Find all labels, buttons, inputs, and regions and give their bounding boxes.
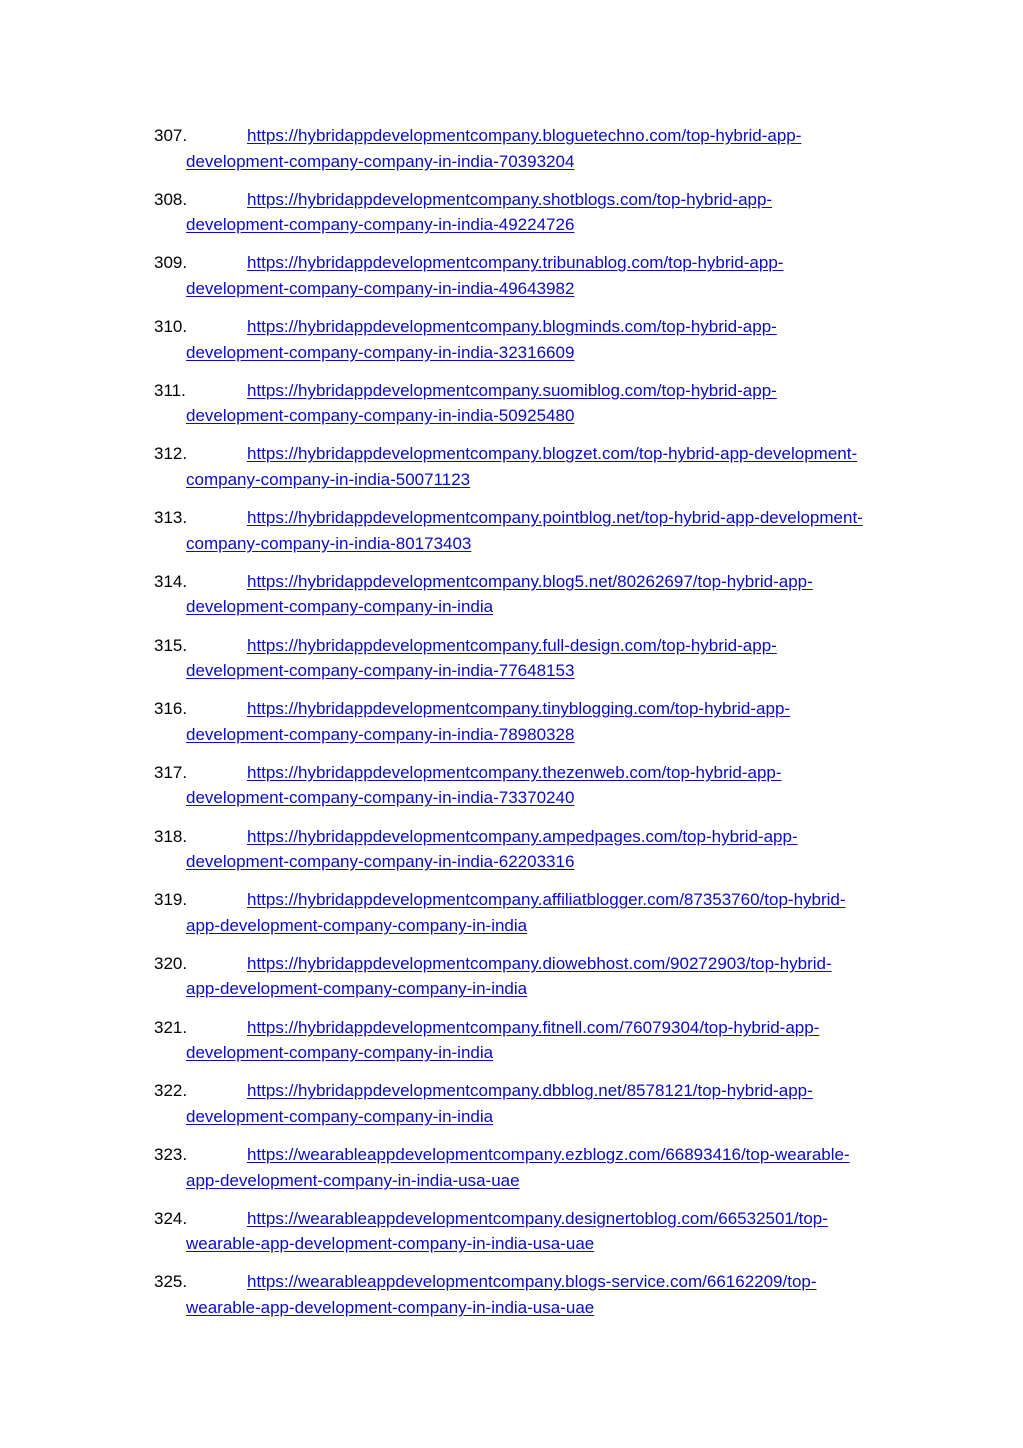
list-item (154, 1015, 914, 1079)
item-number: 319. (154, 890, 188, 910)
url-link[interactable] (186, 760, 914, 811)
list-item (154, 696, 914, 760)
list-item (154, 569, 914, 633)
item-number: 307. (154, 126, 188, 145)
url-link-line-1[interactable]: https://hybridappdevelopmentcompany.blog5.net/80262697/top-hybrid-app- (247, 571, 813, 591)
url-link-line-2[interactable]: development-company-company-in-india-77648153 (186, 661, 575, 680)
item-number: 314. (154, 571, 188, 591)
url-link-line-2[interactable]: wearable-app-development-company-in-india-usa-uae (186, 1297, 595, 1317)
list-item (154, 250, 914, 314)
item-number: 309. (154, 253, 188, 273)
url-link-line-1[interactable]: https://hybridappdevelopmentcompany.dbblog.net/8578121/top-hybrid-app- (247, 1081, 813, 1101)
item-number: 324. (154, 1208, 188, 1228)
url-link[interactable] (186, 314, 914, 365)
url-link-line-2[interactable]: development-company-company-in-india-49643982 (186, 278, 575, 298)
url-link-line-2[interactable]: development-company-company-in-india-62203316 (186, 852, 575, 872)
url-link[interactable] (186, 824, 914, 875)
item-number: 313. (154, 508, 188, 528)
url-link-line-1[interactable]: https://hybridappdevelopmentcompany.ampedpages.com/top-hybrid-app- (247, 826, 798, 846)
url-link-line-1[interactable]: https://hybridappdevelopmentcompany.bloguetechno.com/top-hybrid-app- (247, 126, 802, 145)
url-link-line-1[interactable]: https://hybridappdevelopmentcompany.blogzet.com/top-hybrid-app-development- (247, 444, 858, 464)
list-item (154, 951, 914, 1015)
url-link[interactable] (186, 1078, 914, 1129)
item-number: 316. (154, 699, 188, 719)
url-link[interactable] (186, 696, 914, 747)
url-link-line-2[interactable]: company-company-in-india-50071123 (186, 469, 471, 489)
url-link-line-1[interactable]: https://hybridappdevelopmentcompany.diowebhost.com/90272903/top-hybrid- (247, 953, 832, 973)
url-link-line-2[interactable]: development-company-company-in-india (186, 597, 494, 617)
item-number: 317. (154, 762, 188, 782)
list-item (154, 1269, 914, 1333)
list-item (154, 378, 914, 442)
url-link-line-1[interactable]: https://hybridappdevelopmentcompany.blogminds.com/top-hybrid-app- (247, 317, 777, 337)
url-link-line-1[interactable]: https://hybridappdevelopmentcompany.fitnell.com/76079304/top-hybrid-app- (247, 1017, 820, 1037)
url-link-line-1[interactable]: https://hybridappdevelopmentcompany.suomiblog.com/top-hybrid-app- (247, 380, 777, 400)
item-number: 321. (154, 1017, 188, 1037)
list-item (154, 187, 914, 251)
url-link[interactable] (186, 250, 914, 301)
url-link-line-2[interactable]: development-company-company-in-india-70393204 (186, 151, 575, 171)
url-link-line-2[interactable]: development-company-company-in-india-73370240 (186, 788, 575, 808)
item-number: 318. (154, 826, 188, 846)
item-number: 312. (154, 444, 188, 464)
url-link-line-2[interactable]: wearable-app-development-company-in-india-usa-uae (186, 1234, 595, 1254)
url-link[interactable] (186, 951, 914, 1002)
url-link[interactable] (186, 633, 914, 684)
item-number: 310. (154, 317, 188, 337)
url-link-line-1[interactable]: https://hybridappdevelopmentcompany.pointblog.net/top-hybrid-app-development- (247, 508, 863, 528)
list-item (154, 1078, 914, 1142)
list-item (154, 123, 914, 187)
item-number: 322. (154, 1081, 188, 1101)
link-list (154, 123, 914, 1333)
list-item (154, 824, 914, 888)
item-number: 323. (154, 1145, 188, 1164)
url-link-line-1[interactable]: https://hybridappdevelopmentcompany.affiliatblogger.com/87353760/top-hybrid- (247, 890, 846, 910)
url-link-line-2[interactable]: development-company-company-in-india-49224726 (186, 215, 575, 235)
url-link-line-1[interactable]: https://hybridappdevelopmentcompany.tinyblogging.com/top-hybrid-app- (247, 699, 791, 719)
url-link-line-2[interactable]: company-company-in-india-80173403 (186, 533, 472, 553)
url-link[interactable] (186, 1015, 914, 1066)
url-link-line-2[interactable]: development-company-company-in-india (186, 1106, 494, 1126)
url-link[interactable] (186, 378, 914, 429)
list-item (154, 1206, 914, 1270)
list-item (154, 760, 914, 824)
url-link[interactable] (186, 505, 914, 556)
item-number: 315. (154, 635, 188, 655)
list-item (154, 1142, 914, 1206)
item-number: 325. (154, 1272, 188, 1292)
url-link-line-2[interactable]: development-company-company-in-india (186, 1043, 494, 1063)
url-link[interactable] (186, 123, 914, 174)
url-link-line-2[interactable]: development-company-company-in-india-50925480 (186, 406, 575, 426)
url-link-line-1[interactable]: https://hybridappdevelopmentcompany.thezenweb.com/top-hybrid-app- (247, 762, 782, 782)
url-link[interactable] (186, 569, 914, 620)
list-item (154, 887, 914, 951)
url-link-line-1[interactable]: https://wearableappdevelopmentcompany.designertoblog.com/66532501/top- (247, 1208, 828, 1228)
url-link-line-2[interactable]: app-development-company-company-in-india (186, 979, 528, 999)
url-link-line-2[interactable]: app-development-company-company-in-india (186, 915, 528, 935)
url-link-line-1[interactable]: https://hybridappdevelopmentcompany.full-design.com/top-hybrid-app- (247, 635, 777, 655)
url-link[interactable] (186, 1206, 914, 1257)
url-link[interactable] (186, 887, 914, 938)
url-link-line-2[interactable]: app-development-company-in-india-usa-uae (186, 1170, 520, 1190)
list-item (154, 314, 914, 378)
url-link[interactable] (186, 187, 914, 238)
url-link[interactable] (186, 1142, 914, 1193)
url-link-line-1[interactable]: https://wearableappdevelopmentcompany.blogs-service.com/66162209/top- (247, 1272, 817, 1292)
url-link-line-1[interactable]: https://wearableappdevelopmentcompany.ezblogz.com/66893416/top-wearable- (247, 1145, 850, 1164)
url-link[interactable] (186, 441, 914, 492)
url-link[interactable] (186, 1269, 914, 1320)
list-item (154, 505, 914, 569)
list-item (154, 441, 914, 505)
item-number: 308. (154, 189, 188, 209)
url-link-line-2[interactable]: development-company-company-in-india-32316609 (186, 342, 575, 362)
url-link-line-1[interactable]: https://hybridappdevelopmentcompany.shotblogs.com/top-hybrid-app- (247, 189, 773, 209)
list-item (154, 633, 914, 697)
url-link-line-2[interactable]: development-company-company-in-india-78980328 (186, 724, 575, 744)
url-link-line-1[interactable]: https://hybridappdevelopmentcompany.tribunablog.com/top-hybrid-app- (247, 253, 784, 273)
item-number: 320. (154, 953, 188, 973)
item-number: 311. (154, 380, 186, 400)
